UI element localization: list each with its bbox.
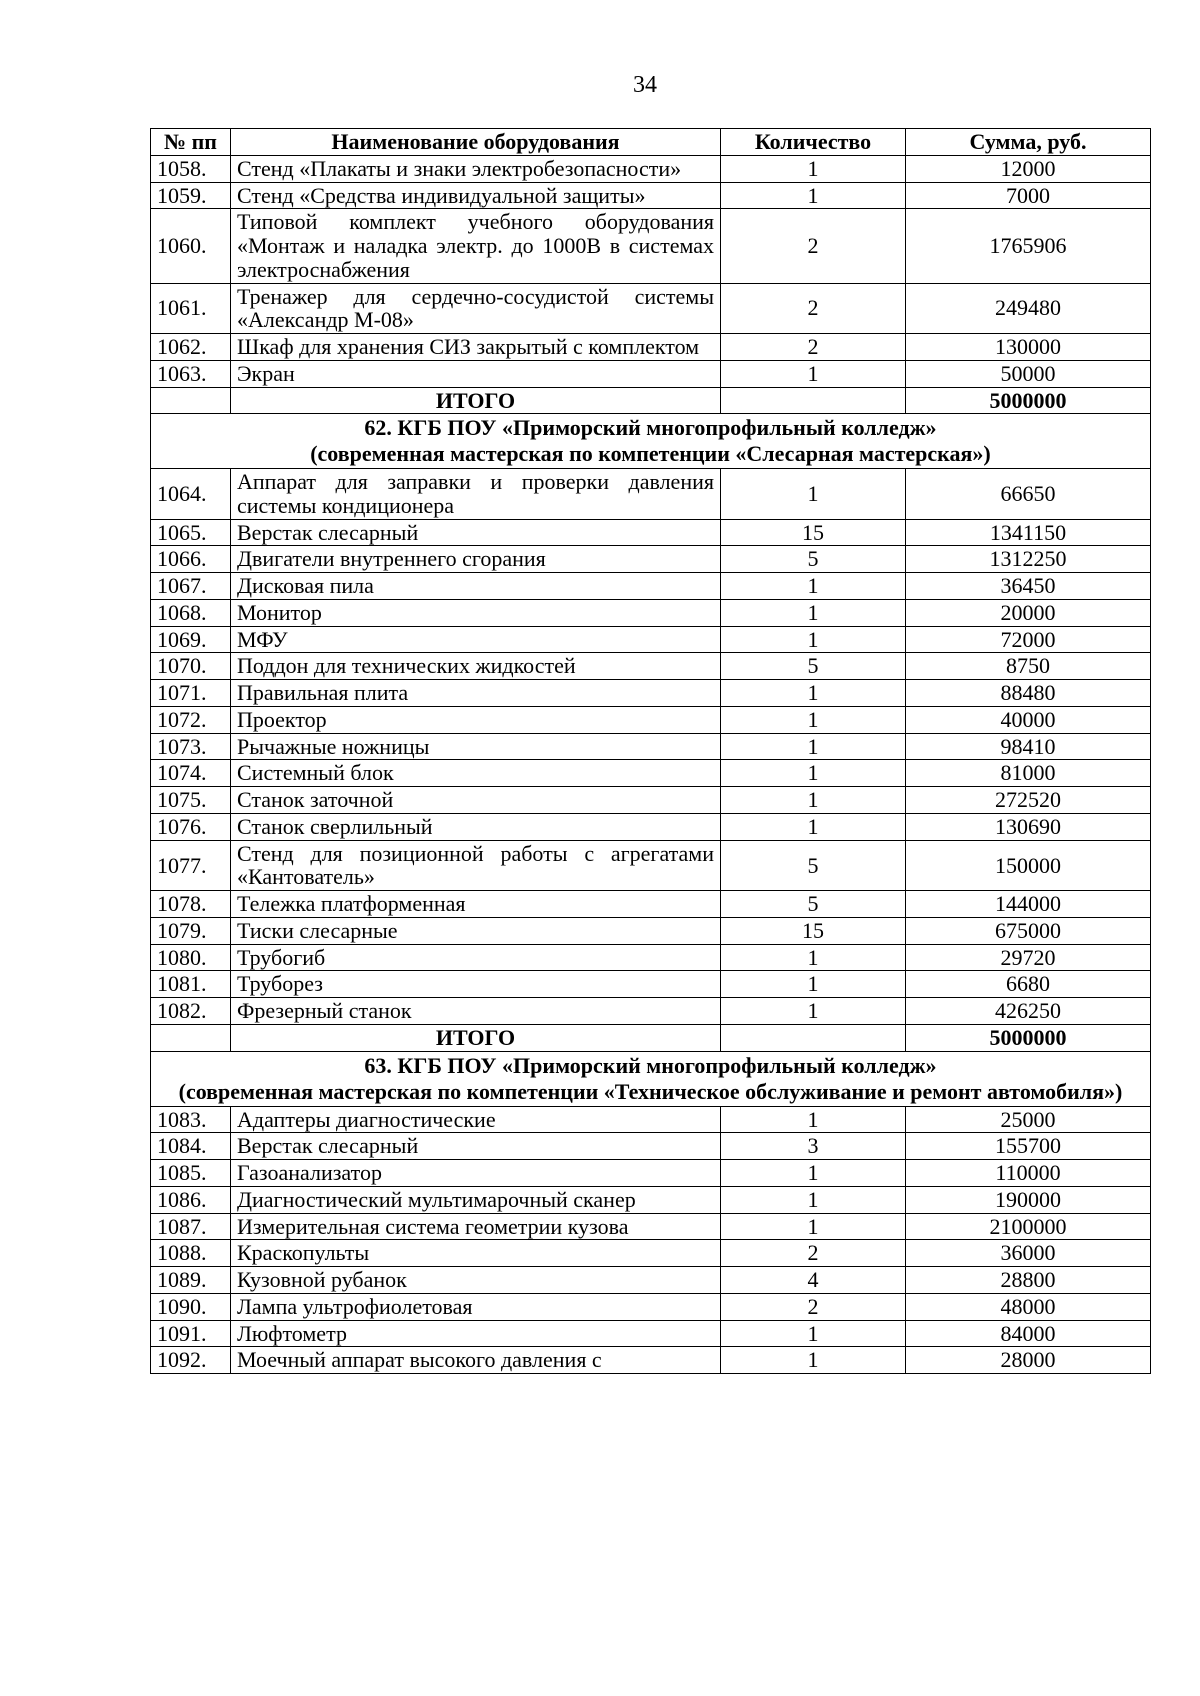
sum-rub: 1312250 <box>906 546 1151 573</box>
quantity: 1 <box>721 360 906 387</box>
table-row <box>151 1267 1151 1294</box>
table-row <box>151 706 1151 733</box>
quantity: 1 <box>721 573 906 600</box>
quantity: 5 <box>721 891 906 918</box>
sum-rub: 110000 <box>906 1160 1151 1187</box>
equipment-name: Моечный аппарат высокого давления с <box>231 1347 721 1374</box>
table-row <box>151 599 1151 626</box>
quantity: 2 <box>721 1240 906 1267</box>
sum-rub: 155700 <box>906 1133 1151 1160</box>
equipment-name: Станок заточной <box>231 787 721 814</box>
section-header-row <box>151 1051 1151 1106</box>
quantity: 1 <box>721 469 906 520</box>
table-row <box>151 209 1151 283</box>
header-qty: Количество <box>721 129 906 156</box>
equipment-name: Фрезерный станок <box>231 998 721 1025</box>
row-number: 1085. <box>151 1160 231 1187</box>
row-number: 1062. <box>151 334 231 361</box>
quantity: 1 <box>721 599 906 626</box>
sum-rub: 48000 <box>906 1293 1151 1320</box>
row-number: 1079. <box>151 917 231 944</box>
equipment-name: Экран <box>231 360 721 387</box>
row-number: 1077. <box>151 840 231 891</box>
table-row <box>151 787 1151 814</box>
equipment-name: Системный блок <box>231 760 721 787</box>
row-number: 1061. <box>151 283 231 334</box>
quantity: 15 <box>721 917 906 944</box>
row-number: 1082. <box>151 998 231 1025</box>
row-number: 1069. <box>151 626 231 653</box>
equipment-name: МФУ <box>231 626 721 653</box>
sum-rub: 272520 <box>906 787 1151 814</box>
sum-rub: 40000 <box>906 706 1151 733</box>
quantity: 5 <box>721 546 906 573</box>
quantity: 1 <box>721 787 906 814</box>
equipment-name: Кузовной рубанок <box>231 1267 721 1294</box>
equipment-name: Тренажер для сердечно-сосудистой системы «Александр М-08» <box>231 283 721 334</box>
header-num: № пп <box>151 129 231 156</box>
row-number: 1064. <box>151 469 231 520</box>
total-empty-cell <box>151 1024 231 1051</box>
row-number: 1066. <box>151 546 231 573</box>
sum-rub: 1341150 <box>906 519 1151 546</box>
row-number: 1089. <box>151 1267 231 1294</box>
quantity: 1 <box>721 1347 906 1374</box>
table-row <box>151 998 1151 1025</box>
sum-rub: 66650 <box>906 469 1151 520</box>
table-row <box>151 1160 1151 1187</box>
row-number: 1088. <box>151 1240 231 1267</box>
total-row <box>151 1024 1151 1051</box>
equipment-name: Дисковая пила <box>231 573 721 600</box>
table-row <box>151 155 1151 182</box>
row-number: 1065. <box>151 519 231 546</box>
total-label: ИТОГО <box>231 1024 721 1051</box>
table-row <box>151 1347 1151 1374</box>
equipment-name: Типовой комплект учебного оборудования «Монтаж и наладка электр. до 1000В в системах электроснабжения <box>231 209 721 283</box>
table-row <box>151 573 1151 600</box>
equipment-name: Проектор <box>231 706 721 733</box>
quantity: 2 <box>721 1293 906 1320</box>
total-empty-cell <box>721 387 906 414</box>
sum-rub: 675000 <box>906 917 1151 944</box>
row-number: 1081. <box>151 971 231 998</box>
quantity: 1 <box>721 813 906 840</box>
quantity: 1 <box>721 1213 906 1240</box>
sum-rub: 8750 <box>906 653 1151 680</box>
equipment-name: Диагностический мультимарочный сканер <box>231 1186 721 1213</box>
equipment-name: Монитор <box>231 599 721 626</box>
quantity: 4 <box>721 1267 906 1294</box>
table-row <box>151 283 1151 334</box>
equipment-name: Газоанализатор <box>231 1160 721 1187</box>
section-subtitle-line: (современная мастерская по компетенции «Техническое обслуживание и ремонт автомобиля») <box>178 1078 1123 1104</box>
equipment-name: Лампа ультрофиолетовая <box>231 1293 721 1320</box>
section-subtitle-line: (современная мастерская по компетенции «Слесарная мастерская») <box>310 441 991 467</box>
table-row <box>151 944 1151 971</box>
total-label: ИТОГО <box>231 387 721 414</box>
page-number: 34 <box>633 72 657 98</box>
table-row <box>151 1133 1151 1160</box>
quantity: 5 <box>721 653 906 680</box>
table-row <box>151 840 1151 891</box>
table-row <box>151 1240 1151 1267</box>
sum-rub: 50000 <box>906 360 1151 387</box>
section-title-line: 62. КГБ ПОУ «Приморский многопрофильный колледж» <box>364 415 937 441</box>
sum-rub: 72000 <box>906 626 1151 653</box>
row-number: 1090. <box>151 1293 231 1320</box>
row-number: 1075. <box>151 787 231 814</box>
header-sum: Сумма, руб. <box>906 129 1151 156</box>
equipment-name: Стенд «Плакаты и знаки электробезопасности» <box>231 155 721 182</box>
quantity: 1 <box>721 626 906 653</box>
total-sum: 5000000 <box>906 387 1151 414</box>
quantity: 1 <box>721 733 906 760</box>
table-row <box>151 813 1151 840</box>
row-number: 1083. <box>151 1106 231 1133</box>
table-row <box>151 546 1151 573</box>
quantity: 1 <box>721 998 906 1025</box>
sum-rub: 1765906 <box>906 209 1151 283</box>
sum-rub: 28800 <box>906 1267 1151 1294</box>
section-title <box>151 414 1151 469</box>
equipment-name: Тиски слесарные <box>231 917 721 944</box>
table-row <box>151 971 1151 998</box>
quantity: 2 <box>721 283 906 334</box>
equipment-name: Двигатели внутреннего сгорания <box>231 546 721 573</box>
row-number: 1072. <box>151 706 231 733</box>
sum-rub: 20000 <box>906 599 1151 626</box>
quantity: 1 <box>721 182 906 209</box>
total-row <box>151 387 1151 414</box>
equipment-name: Верстак слесарный <box>231 1133 721 1160</box>
sum-rub: 36000 <box>906 1240 1151 1267</box>
total-empty-cell <box>151 387 231 414</box>
sum-rub: 28000 <box>906 1347 1151 1374</box>
table-row <box>151 519 1151 546</box>
quantity: 2 <box>721 334 906 361</box>
table-row <box>151 680 1151 707</box>
table-body <box>151 155 1151 1373</box>
equipment-name: Поддон для технических жидкостей <box>231 653 721 680</box>
sum-rub: 29720 <box>906 944 1151 971</box>
row-number: 1092. <box>151 1347 231 1374</box>
row-number: 1071. <box>151 680 231 707</box>
sum-rub: 150000 <box>906 840 1151 891</box>
table-row <box>151 1213 1151 1240</box>
equipment-name: Тележка платформенная <box>231 891 721 918</box>
sum-rub: 2100000 <box>906 1213 1151 1240</box>
quantity: 1 <box>721 944 906 971</box>
table-row <box>151 334 1151 361</box>
sum-rub: 426250 <box>906 998 1151 1025</box>
sum-rub: 144000 <box>906 891 1151 918</box>
header-name: Наименование оборудования <box>231 129 721 156</box>
equipment-name: Шкаф для хранения СИЗ закрытый с комплектом <box>231 334 721 361</box>
row-number: 1091. <box>151 1320 231 1347</box>
row-number: 1067. <box>151 573 231 600</box>
table-row <box>151 1106 1151 1133</box>
equipment-name: Рычажные ножницы <box>231 733 721 760</box>
row-number: 1078. <box>151 891 231 918</box>
equipment-name: Станок сверлильный <box>231 813 721 840</box>
sum-rub: 81000 <box>906 760 1151 787</box>
section-title-line: 63. КГБ ПОУ «Приморский многопрофильный колледж» <box>364 1052 937 1078</box>
quantity: 5 <box>721 840 906 891</box>
sum-rub: 88480 <box>906 680 1151 707</box>
table-row <box>151 626 1151 653</box>
row-number: 1087. <box>151 1213 231 1240</box>
quantity: 1 <box>721 971 906 998</box>
equipment-name: Люфтометр <box>231 1320 721 1347</box>
sum-rub: 130000 <box>906 334 1151 361</box>
table-header-row <box>151 129 1151 156</box>
equipment-name: Труборез <box>231 971 721 998</box>
row-number: 1059. <box>151 182 231 209</box>
sum-rub: 12000 <box>906 155 1151 182</box>
table-row <box>151 733 1151 760</box>
section-title <box>151 1051 1151 1106</box>
table-row <box>151 917 1151 944</box>
quantity: 1 <box>721 1320 906 1347</box>
equipment-name: Правильная плита <box>231 680 721 707</box>
row-number: 1058. <box>151 155 231 182</box>
quantity: 1 <box>721 706 906 733</box>
sum-rub: 7000 <box>906 182 1151 209</box>
sum-rub: 98410 <box>906 733 1151 760</box>
row-number: 1068. <box>151 599 231 626</box>
equipment-name: Верстак слесарный <box>231 519 721 546</box>
total-empty-cell <box>721 1024 906 1051</box>
row-number: 1074. <box>151 760 231 787</box>
quantity: 3 <box>721 1133 906 1160</box>
sum-rub: 36450 <box>906 573 1151 600</box>
sum-rub: 249480 <box>906 283 1151 334</box>
equipment-name: Аппарат для заправки и проверки давления системы кондиционера <box>231 469 721 520</box>
table-row <box>151 760 1151 787</box>
total-sum: 5000000 <box>906 1024 1151 1051</box>
quantity: 2 <box>721 209 906 283</box>
quantity: 1 <box>721 1106 906 1133</box>
equipment-name: Трубогиб <box>231 944 721 971</box>
table-row <box>151 891 1151 918</box>
quantity: 1 <box>721 155 906 182</box>
sum-rub: 84000 <box>906 1320 1151 1347</box>
row-number: 1084. <box>151 1133 231 1160</box>
table-row <box>151 182 1151 209</box>
row-number: 1086. <box>151 1186 231 1213</box>
row-number: 1073. <box>151 733 231 760</box>
sum-rub: 25000 <box>906 1106 1151 1133</box>
table-row <box>151 653 1151 680</box>
table-row <box>151 360 1151 387</box>
row-number: 1076. <box>151 813 231 840</box>
sum-rub: 6680 <box>906 971 1151 998</box>
equipment-name: Краскопульты <box>231 1240 721 1267</box>
row-number: 1063. <box>151 360 231 387</box>
equipment-name: Адаптеры диагностические <box>231 1106 721 1133</box>
quantity: 1 <box>721 760 906 787</box>
table-row <box>151 1293 1151 1320</box>
row-number: 1080. <box>151 944 231 971</box>
table-row <box>151 1186 1151 1213</box>
sum-rub: 190000 <box>906 1186 1151 1213</box>
section-header-row <box>151 414 1151 469</box>
equipment-table <box>150 128 1151 1374</box>
quantity: 1 <box>721 1160 906 1187</box>
table-row <box>151 469 1151 520</box>
equipment-name: Стенд «Средства индивидуальной защиты» <box>231 182 721 209</box>
quantity: 15 <box>721 519 906 546</box>
quantity: 1 <box>721 1186 906 1213</box>
equipment-name: Стенд для позиционной работы с агрегатами «Кантователь» <box>231 840 721 891</box>
table-row <box>151 1320 1151 1347</box>
quantity: 1 <box>721 680 906 707</box>
sum-rub: 130690 <box>906 813 1151 840</box>
row-number: 1070. <box>151 653 231 680</box>
row-number: 1060. <box>151 209 231 283</box>
equipment-name: Измерительная система геометрии кузова <box>231 1213 721 1240</box>
